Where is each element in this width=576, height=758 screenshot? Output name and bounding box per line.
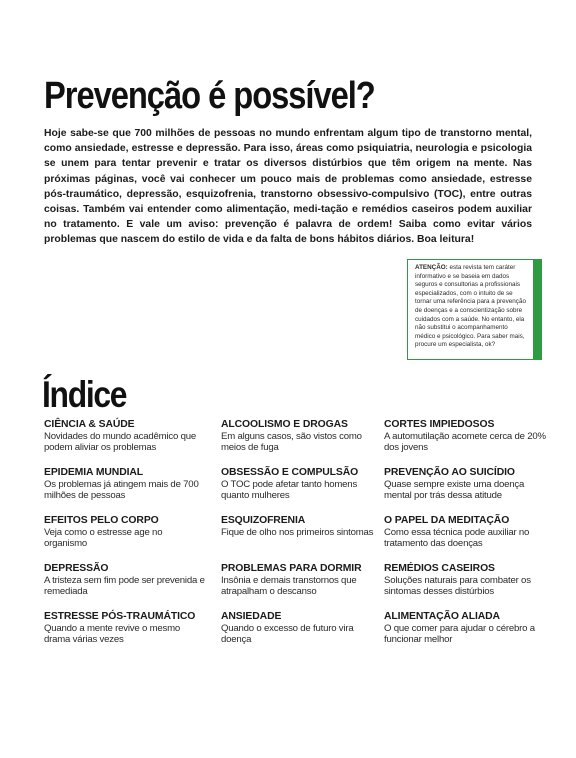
page-title xyxy=(44,74,375,118)
index-entry xyxy=(384,419,546,467)
index-entry-title: ANSIEDADE xyxy=(221,611,282,622)
index-entry-title: PROBLEMAS PARA DORMIR xyxy=(221,563,362,574)
index-entry-desc: Veja como o estresse age no organismo xyxy=(44,527,163,550)
index-column-2 xyxy=(221,419,383,659)
index-entry-title: O PAPEL DA MEDITAÇÃO xyxy=(384,515,510,526)
index-grid xyxy=(44,419,544,679)
index-entry-desc: Quando o excesso de futuro vira doença xyxy=(221,623,354,646)
index-entry xyxy=(44,467,206,515)
index-entry-title: ESQUIZOFRENIA xyxy=(221,515,306,526)
title-light: Prevenção xyxy=(44,75,201,117)
index-entry-desc: Os problemas já atingem mais de 700 milhões de pessoas xyxy=(44,479,199,502)
notice-box xyxy=(407,259,542,360)
index-entry xyxy=(384,515,546,563)
index-entry-title: EPIDEMIA MUNDIAL xyxy=(44,467,144,478)
index-column-3 xyxy=(384,419,546,659)
index-entry-desc: Em alguns casos, são vistos como meios de fuga xyxy=(221,431,362,454)
index-entry-title: OBSESSÃO E COMPULSÃO xyxy=(221,467,359,478)
index-entry xyxy=(44,419,206,467)
index-entry-title: ALIMENTAÇÃO ALIADA xyxy=(384,611,500,622)
index-entry xyxy=(384,611,546,659)
index-title: Índice xyxy=(42,374,127,415)
index-entry xyxy=(221,419,383,467)
notice-lead: ATENÇÃO: xyxy=(415,264,448,271)
index-entry xyxy=(44,515,206,563)
index-entry-desc: Fique de olho nos primeiros sintomas xyxy=(221,527,374,538)
index-entry-desc: Insônia e demais transtornos que atrapalham o descanso xyxy=(221,575,357,598)
intro-paragraph: Hoje sabe-se que 700 milhões de pessoas no mundo enfrentam algum tipo de transtorno mental, como ansiedade, estresse e depressão. Para isso, áreas como psiquiatria, neurologia e psicologia se unem para tentar prevenir e tratar os diversos distúrbios que têm origem na mente. Nas próximas páginas, você vai conhecer um pouco mais de problemas como ansiedade, estresse pós-traumático, depressão, esquizofrenia, transtorno obsessivo-compulsivo (TOC), entre outras coisas. Também vai entender como alimentação, medi-tação e remédios caseiros podem auxiliar no tratamento. E vale um aviso: prevenção é palavra de ordem! Saiba como evitar vários problemas que nascem do estilo de vida e da falta de bons hábitos diários. Boa leitura! xyxy=(44,128,532,246)
index-entry-desc: A automutilação acomete cerca de 20% dos jovens xyxy=(384,431,546,454)
index-entry-title: ESTRESSE PÓS-TRAUMÁTICO xyxy=(44,611,196,622)
title-bold: é possível? xyxy=(208,75,375,117)
index-entry-title: ALCOOLISMO E DROGAS xyxy=(221,419,348,430)
index-entry-title: EFEITOS PELO CORPO xyxy=(44,515,159,526)
index-entry xyxy=(44,611,206,659)
index-entry-title: DEPRESSÃO xyxy=(44,563,109,574)
index-entry xyxy=(221,515,383,563)
index-entry-desc: O TOC pode afetar tanto homens quanto mulheres xyxy=(221,479,358,502)
index-entry xyxy=(221,611,383,659)
index-entry-title: CORTES IMPIEDOSOS xyxy=(384,419,495,430)
index-entry-title: CIÊNCIA & SAÚDE xyxy=(44,419,135,430)
index-entry-desc: Soluções naturais para combater os sintomas desses distúrbios xyxy=(384,575,531,598)
notice-text: esta revista tem caráter informativo e se baseia em dados seguros e consultorias a profissionais especializados, com o intuito de se tornar uma referência para a prevenção de doenças e a conscientização sobre cuidados com a saúde. No entanto, ela não substitui o acompanhamento médico e psicológico. Para saber mais, procure um especialista, ok? xyxy=(415,264,526,349)
index-entry xyxy=(384,467,546,515)
index-entry-desc: Quase sempre existe uma doença mental por trás dessa atitude xyxy=(384,479,525,502)
index-entry-desc: Quando a mente revive o mesmo drama várias vezes xyxy=(44,623,181,646)
index-entry-desc: Como essa técnica pode auxiliar no tratamento das doenças xyxy=(384,527,530,550)
index-entry-desc: O que comer para ajudar o cérebro a funcionar melhor xyxy=(384,623,535,646)
index-entry-title: PREVENÇÃO AO SUICÍDIO xyxy=(384,467,515,478)
index-entry xyxy=(221,467,383,515)
index-entry-desc: Novidades do mundo acadêmico que podem aliviar os problemas xyxy=(44,431,197,454)
index-entry xyxy=(44,563,206,611)
index-entry-desc: A tristeza sem fim pode ser prevenida e remediada xyxy=(44,575,205,598)
index-entry xyxy=(384,563,546,611)
index-entry xyxy=(221,563,383,611)
index-entry-title: REMÉDIOS CASEIROS xyxy=(384,563,495,574)
index-column-1 xyxy=(44,419,206,659)
